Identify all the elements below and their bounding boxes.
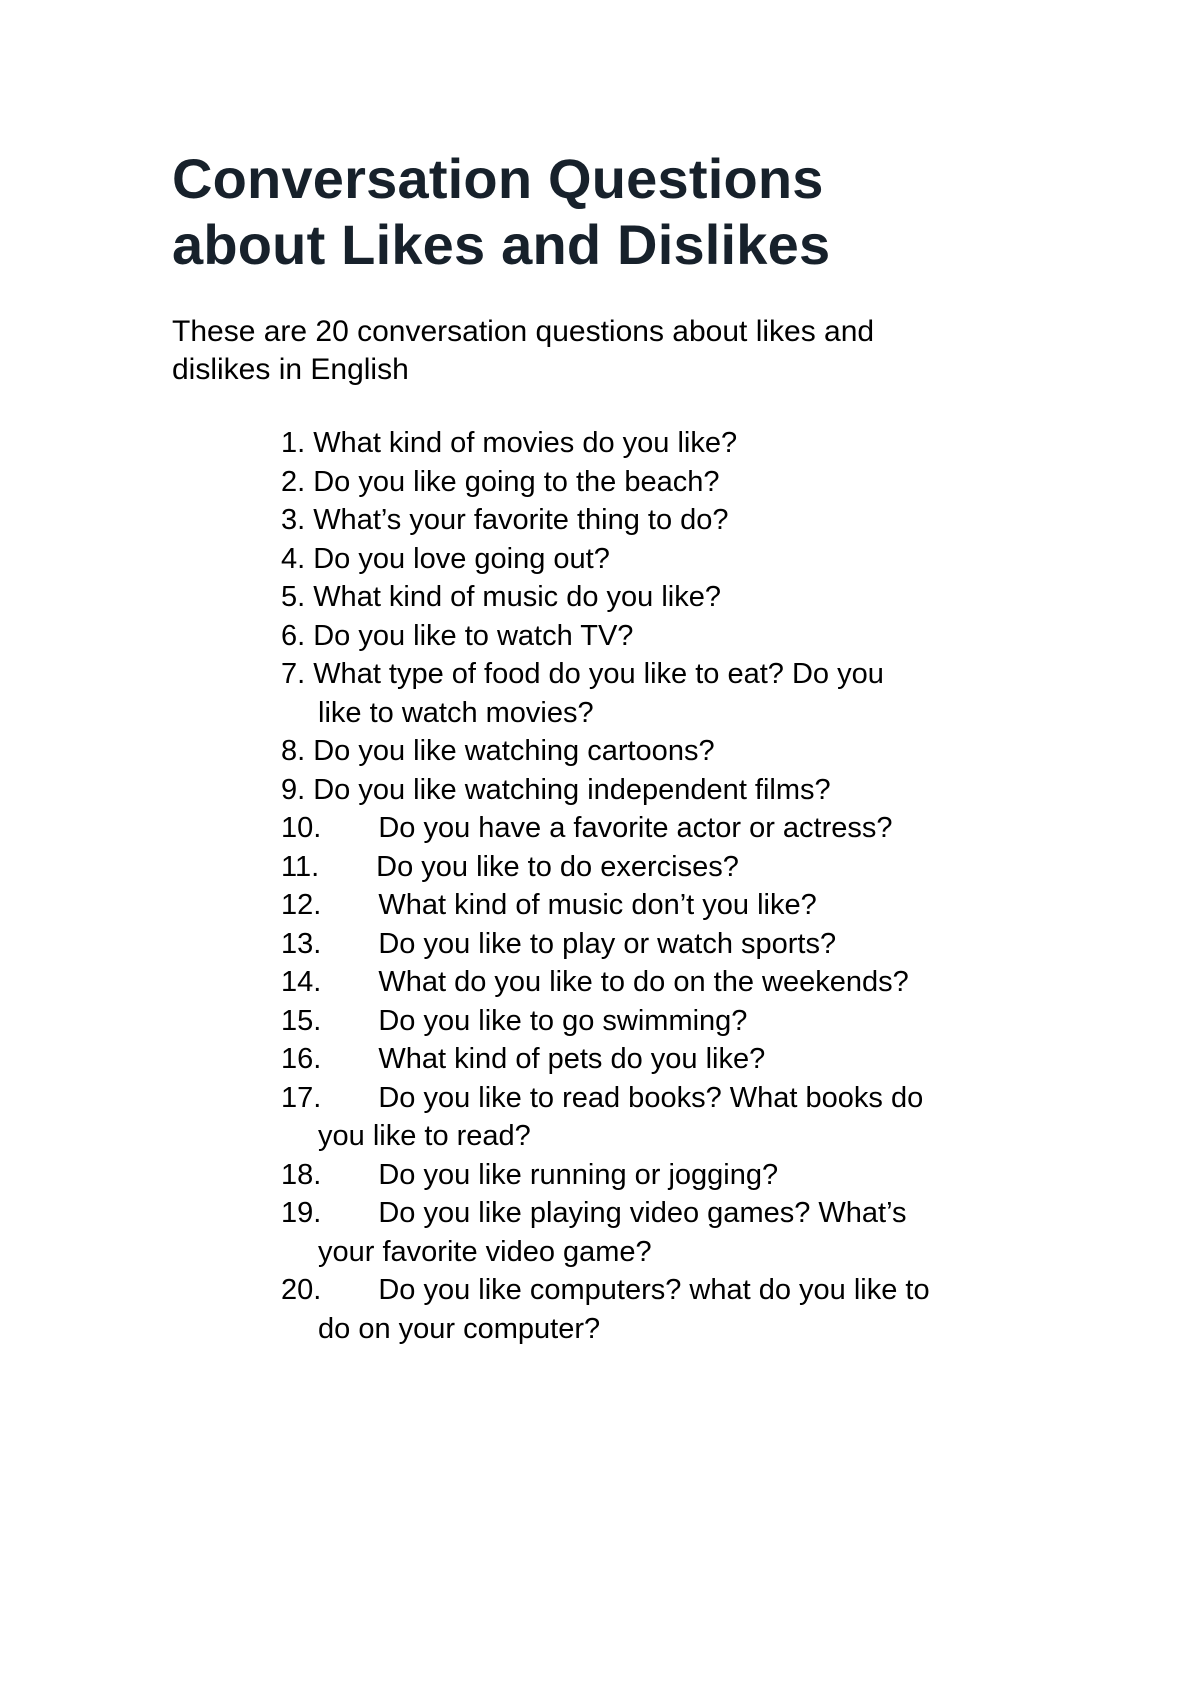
- question-number: 17.: [281, 1081, 322, 1114]
- question-number: 9.: [281, 773, 306, 806]
- question-item: [281, 771, 1101, 810]
- question-text: Do you like to watch TV?: [313, 619, 634, 652]
- question-first-line: [281, 466, 719, 498]
- title-line: Conversation Questions: [172, 147, 824, 210]
- question-text-continuation: your favorite video game?: [318, 1235, 652, 1268]
- question-first-line: [281, 543, 610, 575]
- question-item: [281, 1079, 1101, 1156]
- question-item: [281, 1271, 1101, 1348]
- question-text: Do you like watching independent films?: [313, 773, 831, 806]
- question-item: [281, 848, 1101, 887]
- question-text: Do you like going to the beach?: [313, 465, 720, 498]
- question-item: [281, 617, 1101, 656]
- question-text: Do you like playing video games? What’s: [378, 1197, 907, 1229]
- question-number: 3.: [281, 504, 306, 536]
- question-number: 5.: [281, 581, 306, 613]
- question-item: [281, 925, 1101, 964]
- question-text: What do you like to do on the weekends?: [378, 966, 909, 998]
- page-title: [172, 146, 1072, 278]
- question-first-line: [281, 928, 836, 960]
- question-number: 10.: [281, 812, 322, 844]
- title-line: about Likes and Dislikes: [172, 213, 831, 276]
- question-item: [281, 1156, 1101, 1195]
- question-text: What’s your favorite thing to do?: [313, 504, 729, 536]
- question-first-line: [281, 427, 737, 459]
- question-first-line: [281, 966, 909, 998]
- question-number: 16.: [281, 1043, 322, 1075]
- question-first-line: [281, 1082, 923, 1114]
- question-text-continuation: you like to read?: [318, 1120, 531, 1152]
- question-item: [281, 540, 1101, 579]
- question-number: 20.: [281, 1274, 322, 1306]
- question-text: Do you like to read books? What books do: [378, 1081, 924, 1114]
- question-number: 2.: [281, 465, 306, 498]
- questions-list: [281, 424, 1101, 1348]
- question-item: [281, 1040, 1101, 1079]
- intro-line: These are 20 conversation questions about likes and: [172, 315, 875, 348]
- question-first-line: [281, 1197, 907, 1229]
- question-text: What kind of movies do you like?: [313, 427, 738, 459]
- question-first-line: [281, 1159, 778, 1191]
- question-number: 1.: [281, 427, 306, 459]
- question-item: [281, 655, 1101, 732]
- question-item: [281, 963, 1101, 1002]
- intro-line: dislikes in English: [172, 353, 409, 386]
- question-text: What kind of music do you like?: [313, 581, 721, 613]
- question-number: 8.: [281, 735, 306, 767]
- question-item: [281, 463, 1101, 502]
- question-first-line: [281, 1043, 765, 1075]
- question-text: Do you like to do exercises?: [376, 850, 739, 883]
- question-first-line: [281, 620, 633, 652]
- question-text: What kind of pets do you like?: [378, 1043, 766, 1075]
- question-first-line: [281, 889, 817, 921]
- question-first-line: [281, 581, 721, 613]
- question-number: 18.: [281, 1158, 322, 1191]
- question-number: 13.: [281, 927, 322, 960]
- question-first-line: [281, 735, 715, 767]
- question-item: [281, 578, 1101, 617]
- question-text-continuation: like to watch movies?: [318, 696, 594, 729]
- question-text: Do you love going out?: [313, 542, 610, 575]
- question-number: 6.: [281, 619, 306, 652]
- question-first-line: [281, 1005, 747, 1037]
- question-text: Do you like to play or watch sports?: [378, 927, 837, 960]
- question-item: [281, 886, 1101, 925]
- question-item: [281, 1002, 1101, 1041]
- question-item: [281, 809, 1101, 848]
- question-first-line: [281, 658, 884, 690]
- question-number: 11.: [281, 850, 320, 883]
- question-text: Do you have a favorite actor or actress?: [378, 812, 893, 844]
- question-text: Do you like watching cartoons?: [313, 735, 715, 767]
- question-number: 4.: [281, 542, 306, 575]
- intro-paragraph: [172, 313, 1032, 389]
- question-first-line: [281, 812, 893, 844]
- question-number: 12.: [281, 889, 322, 921]
- question-number: 19.: [281, 1197, 322, 1229]
- question-item: [281, 501, 1101, 540]
- question-text: Do you like running or jogging?: [378, 1158, 779, 1191]
- question-number: 7.: [281, 658, 306, 690]
- question-first-line: [281, 504, 729, 536]
- question-first-line: [281, 774, 831, 806]
- question-text-continuation: do on your computer?: [318, 1312, 601, 1345]
- question-text: What type of food do you like to eat? Do you: [313, 658, 884, 690]
- question-first-line: [281, 851, 739, 883]
- question-item: [281, 1194, 1101, 1271]
- question-text: Do you like computers? what do you like to: [378, 1274, 930, 1306]
- question-number: 14.: [281, 966, 322, 998]
- question-first-line: [281, 1274, 930, 1306]
- question-item: [281, 732, 1101, 771]
- question-text: What kind of music don’t you like?: [378, 889, 817, 921]
- question-item: [281, 424, 1101, 463]
- question-text: Do you like to go swimming?: [378, 1004, 748, 1037]
- question-number: 15.: [281, 1004, 322, 1037]
